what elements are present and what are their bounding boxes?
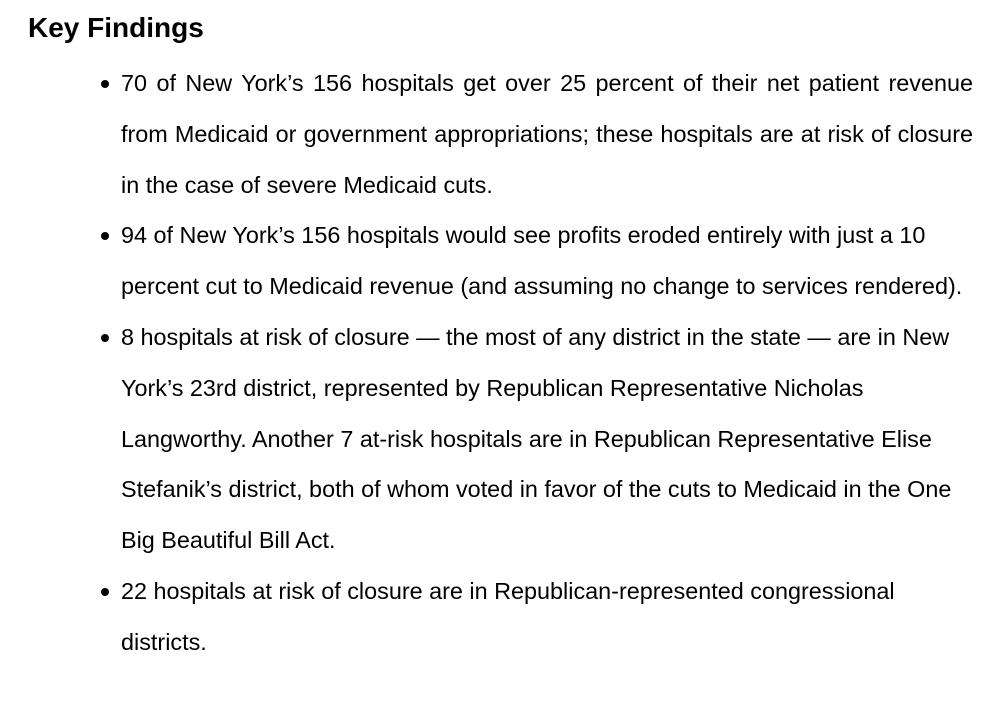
bullet-icon [101, 588, 109, 596]
section-heading: Key Findings [28, 12, 204, 43]
finding-item [121, 312, 973, 566]
finding-item [121, 58, 973, 210]
finding-item [121, 210, 973, 312]
findings-list [0, 58, 1000, 668]
finding-text: 70 of New York’s 156 hospitals get over 25 percent of their net patient revenue from Medicaid or government appropriations; these hospitals are at risk of closure in the case of severe Medicaid cuts. [121, 70, 973, 198]
bullet-icon [101, 334, 109, 342]
bullet-icon [101, 232, 109, 240]
bullet-icon [101, 80, 109, 88]
finding-text: 22 hospitals at risk of closure are in Republican-represented congressional districts. [121, 577, 895, 655]
finding-item [121, 566, 973, 668]
finding-text: 8 hospitals at risk of closure — the most of any district in the state — are in New York’s 23rd district, represented by Republican Representative Nicholas Langworthy. Another 7 at-risk hospitals are in Republican Representative Elise Stefanik’s district, both of whom voted in favor of the cuts to Medicaid in the One Big Beautiful Bill Act. [121, 323, 952, 554]
finding-text: 94 of New York’s 156 hospitals would see profits eroded entirely with just a 10 percent cut to Medicaid revenue (and assuming no change to services rendered). [121, 222, 963, 300]
